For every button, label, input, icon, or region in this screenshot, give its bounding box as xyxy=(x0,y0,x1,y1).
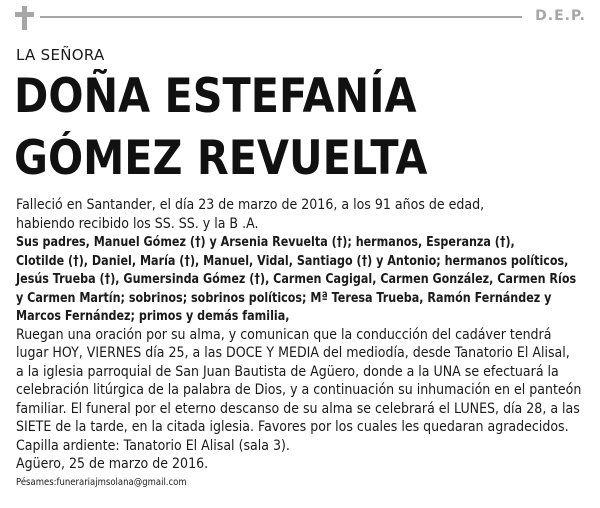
request-line: lugar HOY, VIERNES día 25, a las DOCE Y MEDIA del mediodía, desde Tanatorio El Alisal, xyxy=(16,345,570,361)
obituary-body xyxy=(16,196,588,455)
death-notice xyxy=(16,196,585,233)
condolences-contact: Pésames:funerariajmsolana@gmail.com xyxy=(16,477,187,488)
family-line: Jesús Trueba (†), Gumersinda Gómez (†), Carmen Cagigal, Carmen González, Carmen Ríos xyxy=(16,271,577,287)
header-bar xyxy=(14,6,586,32)
family-list xyxy=(16,233,588,326)
funeral-request xyxy=(16,326,585,456)
signoff: Agüero, 25 de marzo de 2016. xyxy=(16,456,209,472)
request-line: SIETE de la tarde, en la citada iglesia. Favores por los cuales les quedaran agradecidos. xyxy=(16,419,569,435)
death-notice-line: habiendo recibido los SS. SS. y la B .A. xyxy=(16,215,259,232)
family-line: Sus padres, Manuel Gómez (†) y Arsenia Revuelta (†); hermanos, Esperanza (†), xyxy=(16,234,515,250)
cross-icon xyxy=(14,6,34,30)
request-line: Capilla ardiente: Tanatorio El Alisal (sala 3). xyxy=(16,437,290,454)
deceased-name-line-2: GÓMEZ REVUELTA xyxy=(14,131,428,186)
honorific: LA SEÑORA xyxy=(16,46,105,64)
family-line: y Carmen Martín; sobrinos; sobrinos políticos; Mª Teresa Trueba, Ramón Fernández y xyxy=(16,289,552,306)
family-line: Clotilde (†), Daniel, María (†), Manuel, Vidal, Santiago (†) y Antonio; hermanos políticos, xyxy=(16,252,569,269)
death-notice-line: Falleció en Santander, el día 23 de marzo de 2016, a los 91 años de edad, xyxy=(16,197,485,213)
request-line: a la iglesia parroquial de San Juan Bautista de Agüero, donde a la UNA se efectuará la xyxy=(16,363,559,380)
family-line: Marcos Fernández; primos y demás familia, xyxy=(16,308,290,324)
request-line: familiar. El funeral por el eterno descanso de su alma se celebrará el LUNES, día 28, a las xyxy=(16,400,580,417)
request-line: celebración litúrgica de la palabra de Dios, y a continuación su inhumación en el panteón xyxy=(16,382,582,398)
header-rule xyxy=(40,16,522,18)
deceased-name-line-1: DOÑA ESTEFANÍA xyxy=(14,69,417,124)
request-line: Ruegan una oración por su alma, y comunican que la conducción del cadáver tendrá xyxy=(16,326,552,343)
dep-label: D.E.P. xyxy=(535,8,586,24)
